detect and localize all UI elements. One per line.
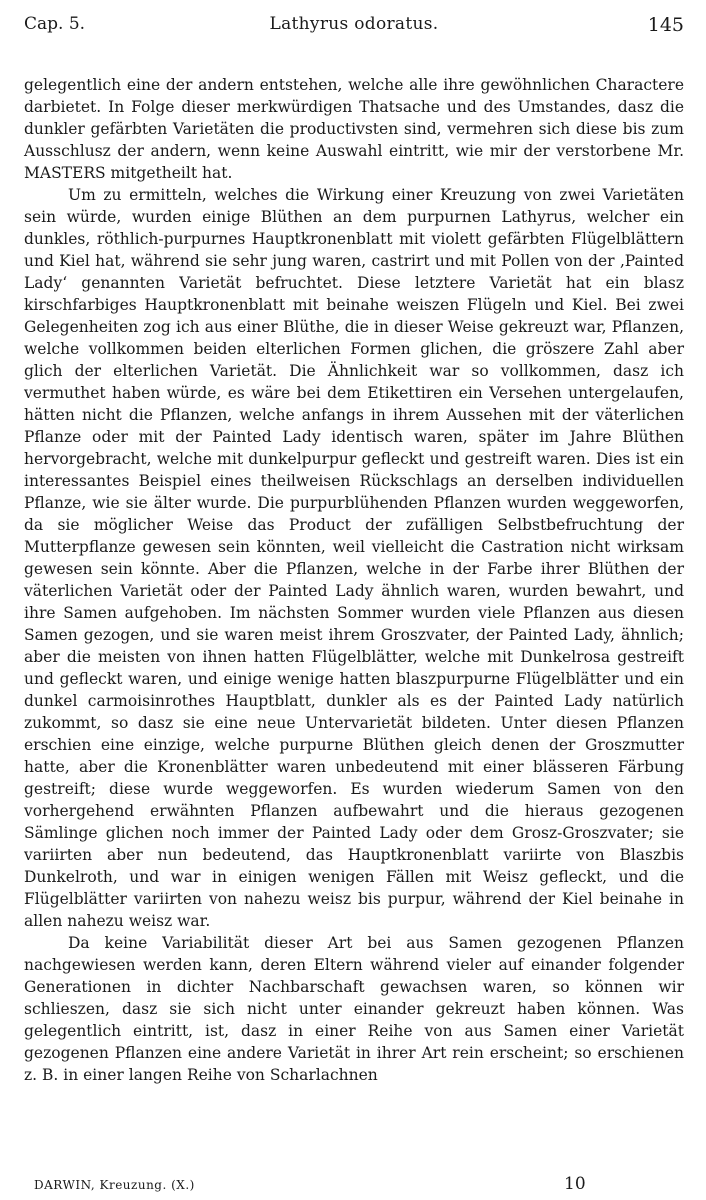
chapter-label: Cap. 5. [24,14,86,34]
body-text [24,74,684,1086]
book-page [24,14,684,1194]
sheet-number: 10 [564,1174,586,1194]
paragraph-conclusion: Da keine Variabilität dieser Art bei aus Samen gezogenen Pflanzen nachgewiesen werden kann, deren Eltern während vieler auf einander folgender Generationen in dichter Nachbarschaft gewachsen waren, so können wir schlieszen, dasz sie sich nicht unter einander gekreuzt haben können. Was gelegentlich eintritt, ist, dasz in einer Reihe von aus Samen einer Varietät gezogenen Pflanzen eine andere Varietät in ihrer Art rein erscheint; so erschienen z. B. in einer langen Reihe von Scharlachnen [24,934,684,1084]
signature-mark: DARWIN, Kreuzung. (X.) [34,1178,195,1192]
paragraph-crossing-experiment: Um zu ermitteln, welches die Wirkung einer Kreuzung von zwei Varietäten sein würde, wurden einige Blüthen an dem purpurnen Lathyrus, welcher ein dunkles, röthlich-purpurnes Hauptkronenblatt mit violett gefärbten Flügelblättern und Kiel hat, während sie sehr jung waren, castrirt und mit Pollen von der ‚Painted Lady‘ genannten Varietät befruchtet. Diese letztere Varietät hat ein blasz kirschfarbiges Hauptkronenblatt mit beinahe weiszen Flügeln und Kiel. Bei zwei Gelegenheiten zog ich aus einer Blüthe, die in dieser Weise gekreuzt war, Pflanzen, welche vollkommen beiden elterlichen Formen glichen, die gröszere Zahl aber glich der elterlichen Varietät. Die Ähnlichkeit war so vollkommen, dasz ich vermuthet haben würde, es wäre bei dem Etikettiren ein Versehen untergelaufen, hätten nicht die Pflanzen, welche anfangs in ihrem Aussehen mit der väterlichen Pflanze oder mit der Painted Lady identisch waren, später im Jahre Blüthen hervorgebracht, welche mit dunkelpurpur gefleckt und gestreift waren. Dies ist ein interessantes Beispiel eines theilweisen Rückschlags an derselben individuellen Pflanze, wie sie älter wurde. Die purpurblühenden Pflanzen wurden weggeworfen, da sie möglicher Weise das Product der zufälligen Selbstbefruchtung der Mutterpflanze gewesen sein könnten, weil vielleicht die Castration nicht wirksam gewesen sein könnte. Aber die Pflanzen, welche in der Farbe ihrer Blüthen der väterlichen Varietät oder der Painted Lady ähnlich waren, wurden bewahrt, und ihre Samen aufgehoben. Im nächsten Sommer wurden viele Pflanzen aus diesen Samen gezogen, und sie waren meist ihrem Groszvater, der Painted Lady, ähnlich; aber die meisten von ihnen hatten Flügelblätter, welche mit Dunkelrosa gestreift und gefleckt waren, und einige wenige hatten blaszpurpurne Flügelblätter und ein dunkel carmoisinrothes Hauptblatt, dunkler als es der Painted Lady natürlich zukommt, so dasz sie eine neue Untervarietät bildeten. Unter diesen Pflanzen erschien eine einzige, welche purpurne Blüthen gleich denen der Groszmutter hatte, aber die Kronenblätter waren unbedeutend mit einer blässeren Färbung gestreift; diese wurde weggeworfen. Es wurden wiederum Samen von den vorhergehend erwähnten Pflanzen aufbewahrt und die hieraus gezogenen Sämlinge glichen noch immer der Painted Lady oder dem Grosz-Groszvater; sie variirten aber nun bedeutend, das Hauptkronenblatt variirte von Blaszbis Dunkelroth, und war in einigen wenigen Fällen mit Weisz gefleckt, und die Flügelblätter variirten von nahezu weisz bis purpur, während der Kiel beinahe in allen nahezu weisz war. [24,186,684,930]
running-title: Lathyrus odoratus. [269,14,439,34]
signature-line [24,1174,684,1198]
paragraph-continuation: gelegentlich eine der andern entstehen, welche alle ihre gewöhnlichen Charactere darbietet. In Folge dieser merkwürdigen Thatsache und des Umstandes, dasz die dunkler gefärbten Varietäten die productivsten sind, vermehren sich diese bis zum Ausschlusz der andern, wenn keine Auswahl eintritt, wie mir der verstorbene Mr. MASTERS mitgetheilt hat. [24,76,684,182]
page-number: 145 [647,14,684,36]
running-header [24,14,684,48]
